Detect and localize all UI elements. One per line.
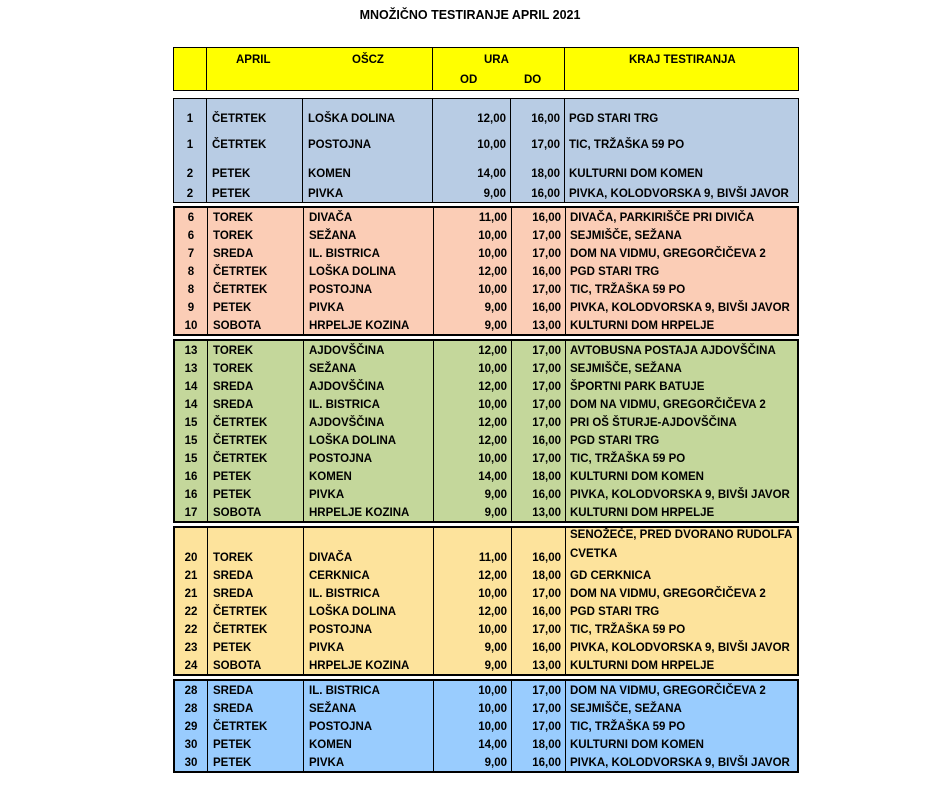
table-cell-day: 20 bbox=[175, 528, 208, 566]
table-cell-kraj bbox=[566, 503, 797, 521]
table-cell-kraj bbox=[566, 699, 797, 717]
kraj-line: CVETKA bbox=[570, 548, 618, 560]
table-cell-weekday: PETEK bbox=[207, 153, 303, 182]
table-cell-oscz: PIVKA bbox=[304, 298, 434, 316]
table-cell-weekday: PETEK bbox=[208, 485, 304, 503]
table-cell-od: 14,00 bbox=[434, 467, 512, 485]
table-cell-weekday: TOREK bbox=[208, 341, 304, 359]
table-row bbox=[175, 528, 797, 566]
table-cell-day: 30 bbox=[175, 735, 208, 753]
kraj-line: PGD STARI TRG bbox=[570, 606, 660, 618]
table-cell-oscz: PIVKA bbox=[303, 182, 433, 202]
table-cell-kraj bbox=[566, 431, 797, 449]
table-row bbox=[175, 262, 797, 280]
table-cell-kraj bbox=[566, 638, 797, 656]
table-cell-oscz: PIVKA bbox=[304, 638, 434, 656]
table-cell-oscz: PIVKA bbox=[304, 485, 434, 503]
table-cell-od: 9,00 bbox=[434, 656, 512, 674]
header-od: OD bbox=[460, 74, 478, 86]
table-cell-od: 10,00 bbox=[434, 699, 512, 717]
header-oscz: OŠCZ bbox=[352, 54, 384, 66]
table-cell-oscz: POSTOJNA bbox=[304, 717, 434, 735]
table-cell-day: 15 bbox=[175, 449, 208, 467]
table-cell-od: 12,00 bbox=[434, 602, 512, 620]
table-cell-od: 12,00 bbox=[434, 341, 512, 359]
table-cell-day: 10 bbox=[175, 316, 208, 334]
table-cell-oscz: IL. BISTRICA bbox=[304, 244, 434, 262]
table-cell-do: 17,00 bbox=[512, 620, 566, 638]
table-cell-kraj bbox=[566, 602, 797, 620]
table-cell-day: 21 bbox=[175, 584, 208, 602]
table-cell-do: 17,00 bbox=[512, 699, 566, 717]
table-cell-weekday: TOREK bbox=[208, 226, 304, 244]
table-cell-do: 17,00 bbox=[512, 681, 566, 699]
table-cell-oscz: KOMEN bbox=[304, 467, 434, 485]
table-cell-do: 17,00 bbox=[512, 584, 566, 602]
table-row bbox=[175, 485, 797, 503]
kraj-line: PIVKA, KOLODVORSKA 9, BIVŠI JAVOR bbox=[570, 302, 790, 314]
kraj-line: SEJMIŠČE, SEŽANA bbox=[570, 703, 682, 715]
table-cell-do: 16,00 bbox=[512, 753, 566, 771]
table-cell-weekday: PETEK bbox=[208, 467, 304, 485]
table-cell-od: 9,00 bbox=[434, 485, 512, 503]
table-row bbox=[175, 638, 797, 656]
table-row bbox=[174, 182, 798, 202]
table-cell-day: 29 bbox=[175, 717, 208, 735]
table-cell-day: 6 bbox=[175, 226, 208, 244]
table-cell-day: 28 bbox=[175, 681, 208, 699]
table-block bbox=[173, 679, 799, 773]
kraj-line: KULTURNI DOM KOMEN bbox=[570, 739, 704, 751]
table-row bbox=[175, 620, 797, 638]
table-cell-od: 10,00 bbox=[434, 280, 512, 298]
kraj-line: DOM NA VIDMU, GREGORČIČEVA 2 bbox=[570, 685, 766, 697]
table-cell-weekday: SOBOTA bbox=[208, 316, 304, 334]
table-cell-day: 30 bbox=[175, 753, 208, 771]
table-cell-od: 9,00 bbox=[434, 503, 512, 521]
table-cell-weekday: PETEK bbox=[208, 735, 304, 753]
table-cell-do: 16,00 bbox=[512, 485, 566, 503]
table-cell-oscz: DIVAČA bbox=[304, 528, 434, 566]
table-cell-do: 16,00 bbox=[511, 182, 565, 202]
kraj-line: AVTOBUSNA POSTAJA AJDOVŠČINA bbox=[570, 345, 776, 357]
table-cell-day: 1 bbox=[174, 99, 207, 127]
table-cell-weekday: SREDA bbox=[208, 377, 304, 395]
table-cell-kraj bbox=[566, 208, 797, 226]
table-cell-weekday: ČETRTEK bbox=[208, 449, 304, 467]
table-cell-oscz: DIVAČA bbox=[304, 208, 434, 226]
page-title: MNOŽIČNO TESTIRANJE APRIL 2021 bbox=[359, 8, 581, 22]
table-row bbox=[175, 298, 797, 316]
kraj-line: GD CERKNICA bbox=[570, 570, 652, 582]
table-cell-day: 1 bbox=[174, 127, 207, 153]
table-cell-kraj bbox=[566, 449, 797, 467]
table-cell-day: 21 bbox=[175, 566, 208, 584]
table-cell-kraj bbox=[565, 127, 798, 153]
table-cell-do: 17,00 bbox=[512, 341, 566, 359]
table-block bbox=[173, 526, 799, 676]
table-cell-oscz: PIVKA bbox=[304, 753, 434, 771]
table-body bbox=[173, 91, 799, 773]
table-cell-weekday: ČETRTEK bbox=[208, 620, 304, 638]
table-cell-do: 17,00 bbox=[511, 127, 565, 153]
kraj-line: PGD STARI TRG bbox=[570, 435, 660, 447]
kraj-line: SEJMIŠČE, SEŽANA bbox=[570, 363, 682, 375]
table-cell-od: 9,00 bbox=[434, 638, 512, 656]
table-cell-od: 12,00 bbox=[434, 431, 512, 449]
table-cell-od: 9,00 bbox=[433, 182, 511, 202]
table-cell-kraj bbox=[566, 280, 797, 298]
table-cell-kraj bbox=[566, 244, 797, 262]
table-cell-day: 9 bbox=[175, 298, 208, 316]
table-row bbox=[175, 280, 797, 298]
table-cell-day: 2 bbox=[174, 153, 207, 182]
table-cell-kraj bbox=[566, 298, 797, 316]
table-cell-weekday: PETEK bbox=[208, 638, 304, 656]
table-row bbox=[175, 431, 797, 449]
table-cell-do: 18,00 bbox=[511, 153, 565, 182]
kraj-line: SEJMIŠČE, SEŽANA bbox=[570, 230, 682, 242]
table-cell-od: 14,00 bbox=[434, 735, 512, 753]
table-cell-weekday: ČETRTEK bbox=[207, 99, 303, 127]
table-cell-weekday: PETEK bbox=[208, 298, 304, 316]
table-cell-do: 17,00 bbox=[512, 244, 566, 262]
table-block bbox=[173, 98, 799, 203]
kraj-line: PRI OŠ ŠTURJE-AJDOVŠČINA bbox=[570, 417, 737, 429]
table-cell-kraj bbox=[566, 681, 797, 699]
table-cell-oscz: IL. BISTRICA bbox=[304, 681, 434, 699]
table-cell-oscz: HRPELJE KOZINA bbox=[304, 316, 434, 334]
table-cell-day: 8 bbox=[175, 280, 208, 298]
table-cell-kraj bbox=[566, 359, 797, 377]
table-cell-weekday: ČETRTEK bbox=[208, 413, 304, 431]
table-cell-kraj bbox=[566, 413, 797, 431]
table-cell-do: 17,00 bbox=[512, 395, 566, 413]
kraj-line: DOM NA VIDMU, GREGORČIČEVA 2 bbox=[570, 588, 766, 600]
table-cell-kraj bbox=[565, 182, 798, 202]
table-cell-oscz: KOMEN bbox=[303, 153, 433, 182]
table-cell-weekday: SREDA bbox=[208, 681, 304, 699]
table-cell-oscz: AJDOVŠČINA bbox=[304, 341, 434, 359]
table-row bbox=[174, 99, 798, 127]
table-cell-do: 18,00 bbox=[512, 735, 566, 753]
table-cell-oscz: POSTOJNA bbox=[304, 449, 434, 467]
table-row bbox=[175, 699, 797, 717]
table-cell-kraj bbox=[565, 99, 798, 127]
table-cell-kraj bbox=[566, 316, 797, 334]
table-row bbox=[175, 503, 797, 521]
table-cell-do: 16,00 bbox=[512, 298, 566, 316]
kraj-line: TIC, TRŽAŠKA 59 PO bbox=[569, 139, 685, 151]
table-cell-day: 14 bbox=[175, 395, 208, 413]
table-cell-weekday: ČETRTEK bbox=[208, 280, 304, 298]
table-cell-kraj bbox=[565, 153, 798, 182]
table-cell-oscz: SEŽANA bbox=[304, 699, 434, 717]
table-cell-do: 18,00 bbox=[512, 467, 566, 485]
table-cell-weekday: SOBOTA bbox=[208, 656, 304, 674]
kraj-line: PIVKA, KOLODVORSKA 9, BIVŠI JAVOR bbox=[570, 489, 790, 501]
table-cell-weekday: ČETRTEK bbox=[208, 602, 304, 620]
schedule-table bbox=[173, 47, 799, 773]
table-cell-day: 15 bbox=[175, 431, 208, 449]
table-cell-weekday: SREDA bbox=[208, 244, 304, 262]
table-cell-day: 24 bbox=[175, 656, 208, 674]
table-cell-od: 10,00 bbox=[434, 359, 512, 377]
table-cell-oscz: POSTOJNA bbox=[304, 280, 434, 298]
table-cell-weekday: SREDA bbox=[208, 699, 304, 717]
table-cell-od: 9,00 bbox=[434, 298, 512, 316]
table-cell-weekday: SOBOTA bbox=[208, 503, 304, 521]
kraj-line: TIC, TRŽAŠKA 59 PO bbox=[570, 721, 686, 733]
table-cell-do: 17,00 bbox=[512, 280, 566, 298]
table-cell-do: 16,00 bbox=[512, 528, 566, 566]
table-cell-od: 11,00 bbox=[434, 528, 512, 566]
table-cell-od: 10,00 bbox=[434, 717, 512, 735]
table-row bbox=[175, 208, 797, 226]
table-cell-oscz: LOŠKA DOLINA bbox=[303, 99, 433, 127]
table-row bbox=[175, 467, 797, 485]
table-row bbox=[175, 377, 797, 395]
table-cell-oscz: KOMEN bbox=[304, 735, 434, 753]
table-cell-weekday: SREDA bbox=[208, 566, 304, 584]
table-cell-do: 17,00 bbox=[512, 359, 566, 377]
table-block bbox=[173, 339, 799, 523]
table-cell-od: 12,00 bbox=[434, 377, 512, 395]
table-cell-do: 16,00 bbox=[512, 431, 566, 449]
table-cell-do: 17,00 bbox=[512, 377, 566, 395]
table-cell-kraj bbox=[566, 395, 797, 413]
table-cell-od: 14,00 bbox=[433, 153, 511, 182]
table-cell-od: 10,00 bbox=[433, 127, 511, 153]
kraj-line: PGD STARI TRG bbox=[570, 266, 660, 278]
kraj-line: TIC, TRŽAŠKA 59 PO bbox=[570, 284, 686, 296]
table-cell-do: 13,00 bbox=[512, 656, 566, 674]
table-cell-day: 22 bbox=[175, 602, 208, 620]
table-cell-weekday: ČETRTEK bbox=[208, 431, 304, 449]
table-cell-kraj bbox=[566, 226, 797, 244]
table-cell-do: 13,00 bbox=[512, 503, 566, 521]
table-cell-oscz: POSTOJNA bbox=[303, 127, 433, 153]
header-ura: URA bbox=[484, 54, 509, 66]
table-cell-od: 10,00 bbox=[434, 395, 512, 413]
table-row bbox=[175, 735, 797, 753]
kraj-line: TIC, TRŽAŠKA 59 PO bbox=[570, 624, 686, 636]
table-cell-oscz: IL. BISTRICA bbox=[304, 584, 434, 602]
table-cell-do: 16,00 bbox=[512, 262, 566, 280]
table-row bbox=[175, 316, 797, 334]
table-cell-day: 23 bbox=[175, 638, 208, 656]
table-cell-od: 12,00 bbox=[433, 99, 511, 127]
table-cell-od: 10,00 bbox=[434, 449, 512, 467]
table-cell-day: 16 bbox=[175, 485, 208, 503]
table-cell-od: 10,00 bbox=[434, 584, 512, 602]
table-cell-od: 10,00 bbox=[434, 620, 512, 638]
table-cell-kraj bbox=[566, 377, 797, 395]
kraj-line: PIVKA, KOLODVORSKA 9, BIVŠI JAVOR bbox=[570, 642, 790, 654]
table-cell-od: 12,00 bbox=[434, 566, 512, 584]
table-cell-do: 17,00 bbox=[512, 226, 566, 244]
table-cell-kraj bbox=[566, 566, 797, 584]
table-cell-oscz: LOŠKA DOLINA bbox=[304, 602, 434, 620]
table-cell-oscz: POSTOJNA bbox=[304, 620, 434, 638]
table-cell-oscz: SEŽANA bbox=[304, 226, 434, 244]
table-cell-do: 18,00 bbox=[512, 566, 566, 584]
table-cell-do: 16,00 bbox=[512, 208, 566, 226]
table-cell-do: 16,00 bbox=[511, 99, 565, 127]
kraj-line: KULTURNI DOM HRPELJE bbox=[570, 660, 715, 672]
table-row bbox=[175, 341, 797, 359]
table-cell-od: 10,00 bbox=[434, 226, 512, 244]
table-cell-day: 28 bbox=[175, 699, 208, 717]
kraj-line: DOM NA VIDMU, GREGORČIČEVA 2 bbox=[570, 248, 766, 260]
table-cell-od: 12,00 bbox=[434, 413, 512, 431]
table-row bbox=[175, 244, 797, 262]
table-cell-kraj bbox=[566, 341, 797, 359]
table-cell-do: 17,00 bbox=[512, 717, 566, 735]
table-cell-day: 7 bbox=[175, 244, 208, 262]
table-cell-do: 17,00 bbox=[512, 413, 566, 431]
table-row bbox=[174, 153, 798, 182]
table-cell-od: 12,00 bbox=[434, 262, 512, 280]
kraj-line: KULTURNI DOM HRPELJE bbox=[570, 507, 715, 519]
table-cell-oscz: IL. BISTRICA bbox=[304, 395, 434, 413]
table-row bbox=[175, 566, 797, 584]
table-cell-kraj bbox=[566, 584, 797, 602]
table-cell-weekday: SREDA bbox=[208, 395, 304, 413]
table-cell-kraj bbox=[566, 485, 797, 503]
kraj-line: TIC, TRŽAŠKA 59 PO bbox=[570, 453, 686, 465]
table-cell-od: 10,00 bbox=[434, 244, 512, 262]
table-row bbox=[175, 584, 797, 602]
table-cell-oscz: HRPELJE KOZINA bbox=[304, 656, 434, 674]
table-row bbox=[175, 717, 797, 735]
table-cell-oscz: AJDOVŠČINA bbox=[304, 413, 434, 431]
table-row bbox=[175, 359, 797, 377]
table-cell-oscz: SEŽANA bbox=[304, 359, 434, 377]
table-row bbox=[175, 602, 797, 620]
table-cell-kraj bbox=[566, 753, 797, 771]
table-cell-do: 16,00 bbox=[512, 602, 566, 620]
table-row bbox=[175, 681, 797, 699]
kraj-line: PIVKA, KOLODVORSKA 9, BIVŠI JAVOR bbox=[569, 188, 789, 200]
kraj-line: DOM NA VIDMU, GREGORČIČEVA 2 bbox=[570, 399, 766, 411]
table-cell-day: 13 bbox=[175, 341, 208, 359]
table-cell-weekday: TOREK bbox=[208, 359, 304, 377]
table-cell-kraj bbox=[566, 656, 797, 674]
table-cell-oscz: HRPELJE KOZINA bbox=[304, 503, 434, 521]
table-cell-day: 6 bbox=[175, 208, 208, 226]
table-cell-weekday: TOREK bbox=[208, 208, 304, 226]
header-kraj: KRAJ TESTIRANJA bbox=[629, 54, 736, 66]
kraj-line: PGD STARI TRG bbox=[569, 113, 659, 125]
table-cell-day: 13 bbox=[175, 359, 208, 377]
table-cell-kraj bbox=[566, 467, 797, 485]
table-cell-do: 16,00 bbox=[512, 638, 566, 656]
table-cell-od: 11,00 bbox=[434, 208, 512, 226]
table-cell-do: 17,00 bbox=[512, 449, 566, 467]
table-cell-kraj bbox=[566, 735, 797, 753]
table-cell-kraj bbox=[566, 262, 797, 280]
kraj-line: ŠPORTNI PARK BATUJE bbox=[570, 381, 705, 393]
table-cell-day: 2 bbox=[174, 182, 207, 202]
kraj-line: SENOŽEČE, PRED DVORANO RUDOLFA bbox=[570, 529, 793, 541]
header-do: DO bbox=[524, 74, 542, 86]
table-row bbox=[174, 127, 798, 153]
kraj-line: DIVAČA, PARKIRIŠČE PRI DIVIČA bbox=[570, 212, 755, 224]
table-cell-weekday: ČETRTEK bbox=[208, 262, 304, 280]
table-cell-day: 17 bbox=[175, 503, 208, 521]
table-cell-kraj bbox=[566, 528, 797, 566]
kraj-line: KULTURNI DOM KOMEN bbox=[570, 471, 704, 483]
table-row bbox=[175, 395, 797, 413]
table-cell-kraj bbox=[566, 620, 797, 638]
table-cell-oscz: LOŠKA DOLINA bbox=[304, 431, 434, 449]
table-cell-day: 14 bbox=[175, 377, 208, 395]
table-cell-oscz: CERKNICA bbox=[304, 566, 434, 584]
table-cell-weekday: TOREK bbox=[208, 528, 304, 566]
table-row bbox=[175, 226, 797, 244]
table-cell-weekday: PETEK bbox=[208, 753, 304, 771]
table-cell-weekday: ČETRTEK bbox=[207, 127, 303, 153]
kraj-line: PIVKA, KOLODVORSKA 9, BIVŠI JAVOR bbox=[570, 757, 790, 769]
table-cell-day: 16 bbox=[175, 467, 208, 485]
table-cell-od: 10,00 bbox=[434, 681, 512, 699]
block-gap bbox=[173, 91, 799, 98]
table-row bbox=[175, 656, 797, 674]
kraj-line: KULTURNI DOM HRPELJE bbox=[570, 320, 715, 332]
table-cell-day: 15 bbox=[175, 413, 208, 431]
table-cell-weekday: SREDA bbox=[208, 584, 304, 602]
table-cell-do: 13,00 bbox=[512, 316, 566, 334]
kraj-line: KULTURNI DOM KOMEN bbox=[569, 168, 703, 180]
table-cell-day: 8 bbox=[175, 262, 208, 280]
table-block bbox=[173, 206, 799, 336]
table-cell-od: 9,00 bbox=[434, 316, 512, 334]
table-cell-weekday: ČETRTEK bbox=[208, 717, 304, 735]
table-cell-od: 9,00 bbox=[434, 753, 512, 771]
header-april: APRIL bbox=[236, 54, 271, 66]
table-cell-oscz: AJDOVŠČINA bbox=[304, 377, 434, 395]
table-row bbox=[175, 449, 797, 467]
table-cell-weekday: PETEK bbox=[207, 182, 303, 202]
table-cell-day: 22 bbox=[175, 620, 208, 638]
table-cell-kraj bbox=[566, 717, 797, 735]
table-row bbox=[175, 413, 797, 431]
table-cell-oscz: LOŠKA DOLINA bbox=[304, 262, 434, 280]
table-header bbox=[173, 47, 799, 91]
table-row bbox=[175, 753, 797, 771]
